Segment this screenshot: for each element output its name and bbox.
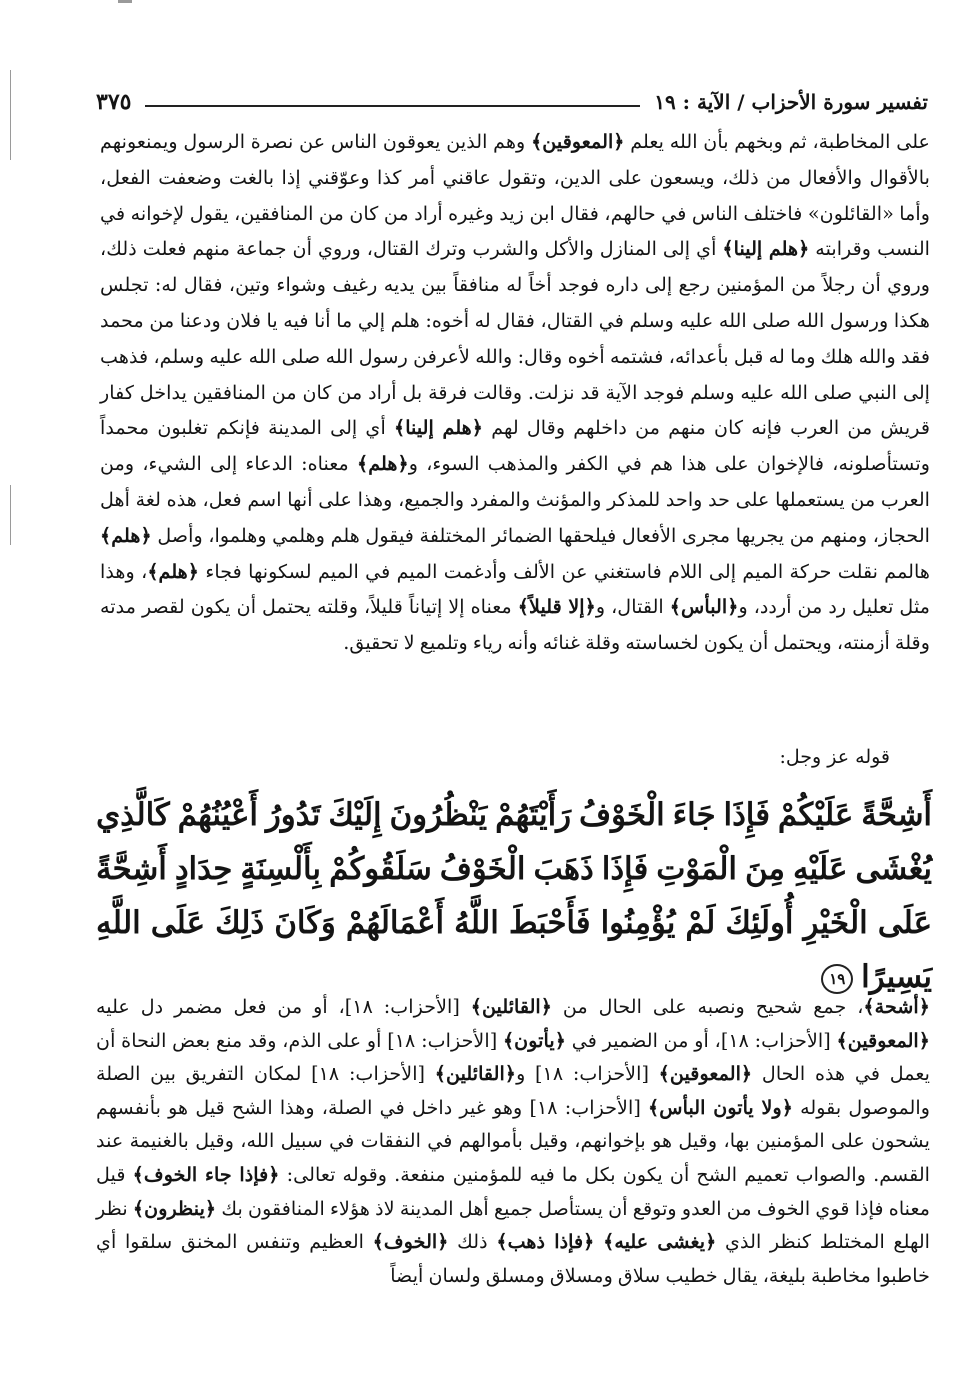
commentary-bottom	[96, 990, 930, 1292]
page-number: ٣٧٥	[96, 89, 132, 115]
quoted-term: ﴿هلم﴾	[100, 523, 152, 547]
quoted-term: ﴿يأتون﴾	[502, 1028, 566, 1052]
quoted-term: ﴿القائلين﴾	[434, 1062, 517, 1086]
verse-intro: قوله عز وجل:	[779, 746, 890, 768]
commentary-paragraph: على المخاطبة، ثم وبخهم بأن الله يعلم ﴿المعوقين﴾ وهم الذين يعوقون الناس عن نصرة الرسول ويمنعونهم بالأقوال والأفعال من ذلك، ويسعون على الدين، وتقول عاقني أمر كذا وعوّقني إذا بالغت وضعفت الفعل، وأما «القائلون» فاختلف الناس في حالهم، فقال ابن زيد وغيره أراد من كان من المنافقين، يقول لإخوانه في النسب وقرابته ﴿هلم إلينا﴾ أي إلى المنازل والأكل والشرب وترك القتال، وروي أن جماعة منهم فعلت ذلك، وروي أن رجلاً من المؤمنين رجع إلى داره فوجد أخاً له منافقاً بين يديه رغيف وشواء وتين، فقال له: تجلس هكذا ورسول الله صلى الله عليه وسلم في القتال، فقال له أخوه: هلم إلي ما أنا فيه يا فلان ودعنا من محمد فقد والله هلك وما له قبل بأعدائه، فشتمه أخوه وقال: والله لأعرفن رسول الله صلى الله عليه وسلم، فذهب إلى النبي صلى الله عليه وسلم فوجد الآية قد نزلت. وقالت فرقة بل أراد من كان من المنافقين يداخل كفار قريش من العرب فإنه كان منهم من داخلهم وقال لهم ﴿هلم إلينا﴾ أي إلى المدينة فإنكم تغلبون محمداً وتستأصلونه، فالإخوان على هذا هم في الكفر والمذهب السوء، و﴿هلم﴾ معناه: الدعاء إلى الشيء، ومن العرب من يستعملها على حد واحد للمذكر والمؤنث والمفرد والجميع، وهذا على أنها اسم فعل، هذه لغة أهل الحجاز، ومنهم من يجريها مجرى الأفعال فيلحقها الضمائر المختلفة فيقول هلم وهلمي وهلموا، وأصل ﴿هلم﴾ هالمم نقلت حركة الميم إلى اللام فاستغني عن الألف وأدغمت الميم في الميم لسكونها فجاء ﴿هلم﴾، وهذا مثل تعليل رد من أردد، و﴿البأس﴾ القتال، و﴿إلا قليلاً﴾ معناه إلا إتياناً قليلاً، وقلته يحتمل أن يكون لقصر مدته وقلة أزمنته، ويحتمل أن يكون لخساسته وقلة غنائه وأنه رياء وتلميع لا تحقيق.	[100, 130, 931, 655]
scan-edge-mark	[118, 0, 132, 3]
quoted-term: ﴿المعوقين﴾	[531, 130, 625, 153]
quoted-term: ﴿البأس﴾	[669, 595, 739, 619]
quoted-term: ﴿هلم إلينا﴾	[393, 416, 484, 440]
verse-number-marker: ١٩	[821, 964, 853, 994]
verse-text: أَشِحَّةً عَلَيْكُمْ فَإِذَا جَاءَ الْخَوْفُ رَأَيْتَهُمْ يَنْظُرُونَ إِلَيْكَ تَدُورُ أَعْيُنُهُمْ كَالَّذِي يُغْشَى عَلَيْهِ مِنَ الْمَوْتِ فَإِذَا ذَهَبَ الْخَوْفُ سَلَقُوكُمْ بِأَلْسِنَةٍ حِدَادٍ أَشِحَّةً عَلَى الْخَيْرِ أُولَئِكَ لَمْ يُؤْمِنُوا فَأَحْبَطَ اللَّهُ أَعْمَالَهُمْ وَكَانَ ذَلِكَ عَلَى اللَّهِ يَسِيرًا	[96, 797, 932, 995]
quoted-term: ﴿هلم﴾	[357, 452, 409, 476]
quoted-term: ﴿المعوقين﴾	[836, 1028, 930, 1052]
quoted-term: ﴿فإذا ذهب﴾	[496, 1230, 595, 1254]
quoted-term: ﴿هلم﴾	[147, 559, 200, 583]
scan-margin-line	[10, 485, 11, 545]
quran-verse	[96, 788, 932, 1004]
quoted-term: ﴿إلا قليلاً﴾	[517, 595, 596, 619]
commentary-top	[100, 124, 930, 661]
quoted-term: ﴿الخوف﴾	[372, 1230, 449, 1254]
quoted-term: ﴿ينظرون﴾	[132, 1196, 217, 1220]
header-rule	[145, 105, 640, 107]
scan-margin-line	[10, 70, 11, 160]
quoted-term: ﴿القائلين﴾	[470, 995, 553, 1018]
quoted-term: ﴿فإذا جاء الخوف﴾	[132, 1162, 280, 1186]
quoted-term: ﴿المعوقين﴾	[658, 1062, 753, 1086]
running-title: تفسير سورة الأحزاب / الآية : ١٩	[654, 90, 928, 114]
quoted-term: ﴿يغشى عليه﴾	[603, 1230, 717, 1254]
page-header	[96, 84, 928, 120]
quoted-term: ﴿ولا يأتون البأس﴾	[648, 1095, 793, 1119]
commentary-paragraph: ﴿أشحة﴾، جمع شحيح ونصبه على الحال من ﴿القائلين﴾ [الأحزاب: ١٨]، أو من فعل مضمر دل عليه ﴿المعوقين﴾ [الأحزاب: ١٨]، أو من الضمير في ﴿يأتون﴾ [الأحزاب: ١٨] أو على الذم، وقد منع بعض النحاة أن يعمل في هذه الحال ﴿المعوقين﴾ [الأحزاب: ١٨] و﴿القائلين﴾ [الأحزاب: ١٨] لمكان التفريق بين الصلة والموصول بقوله ﴿ولا يأتون البأس﴾ [الأحزاب: ١٨] وهو غير داخل في الصلة، وهذا الشح قيل هو بأنفسهم يشحون على المؤمنين بها، وقيل هو بإخوانهم، وقيل بأموالهم في النفقات في سبيل الله، وقيل بالغنيمة عند القسم. والصواب تعميم الشح أن يكون بكل ما فيه للمؤمنين منفعة. وقوله تعالى: ﴿فإذا جاء الخوف﴾ قيل معناه فإذا قوي الخوف من العدو وتوقع أن يستأصل جميع أهل المدينة لاذ هؤلاء المنافقون بك ﴿ينظرون﴾ نظر الهلع المختلط كنظر الذي ﴿يغشى عليه﴾ ﴿فإذا ذهب﴾ ذلك ﴿الخوف﴾ العظيم وتنفس المخنق سلقوا أي خاطبوا مخاطبة بليغة، يقال خطيب سلاق ومسلاق ومسلق ولسان أيضاً	[96, 995, 931, 1287]
quoted-term: ﴿أشحة﴾	[863, 995, 930, 1018]
quoted-term: ﴿هلم إلينا﴾	[722, 237, 810, 261]
